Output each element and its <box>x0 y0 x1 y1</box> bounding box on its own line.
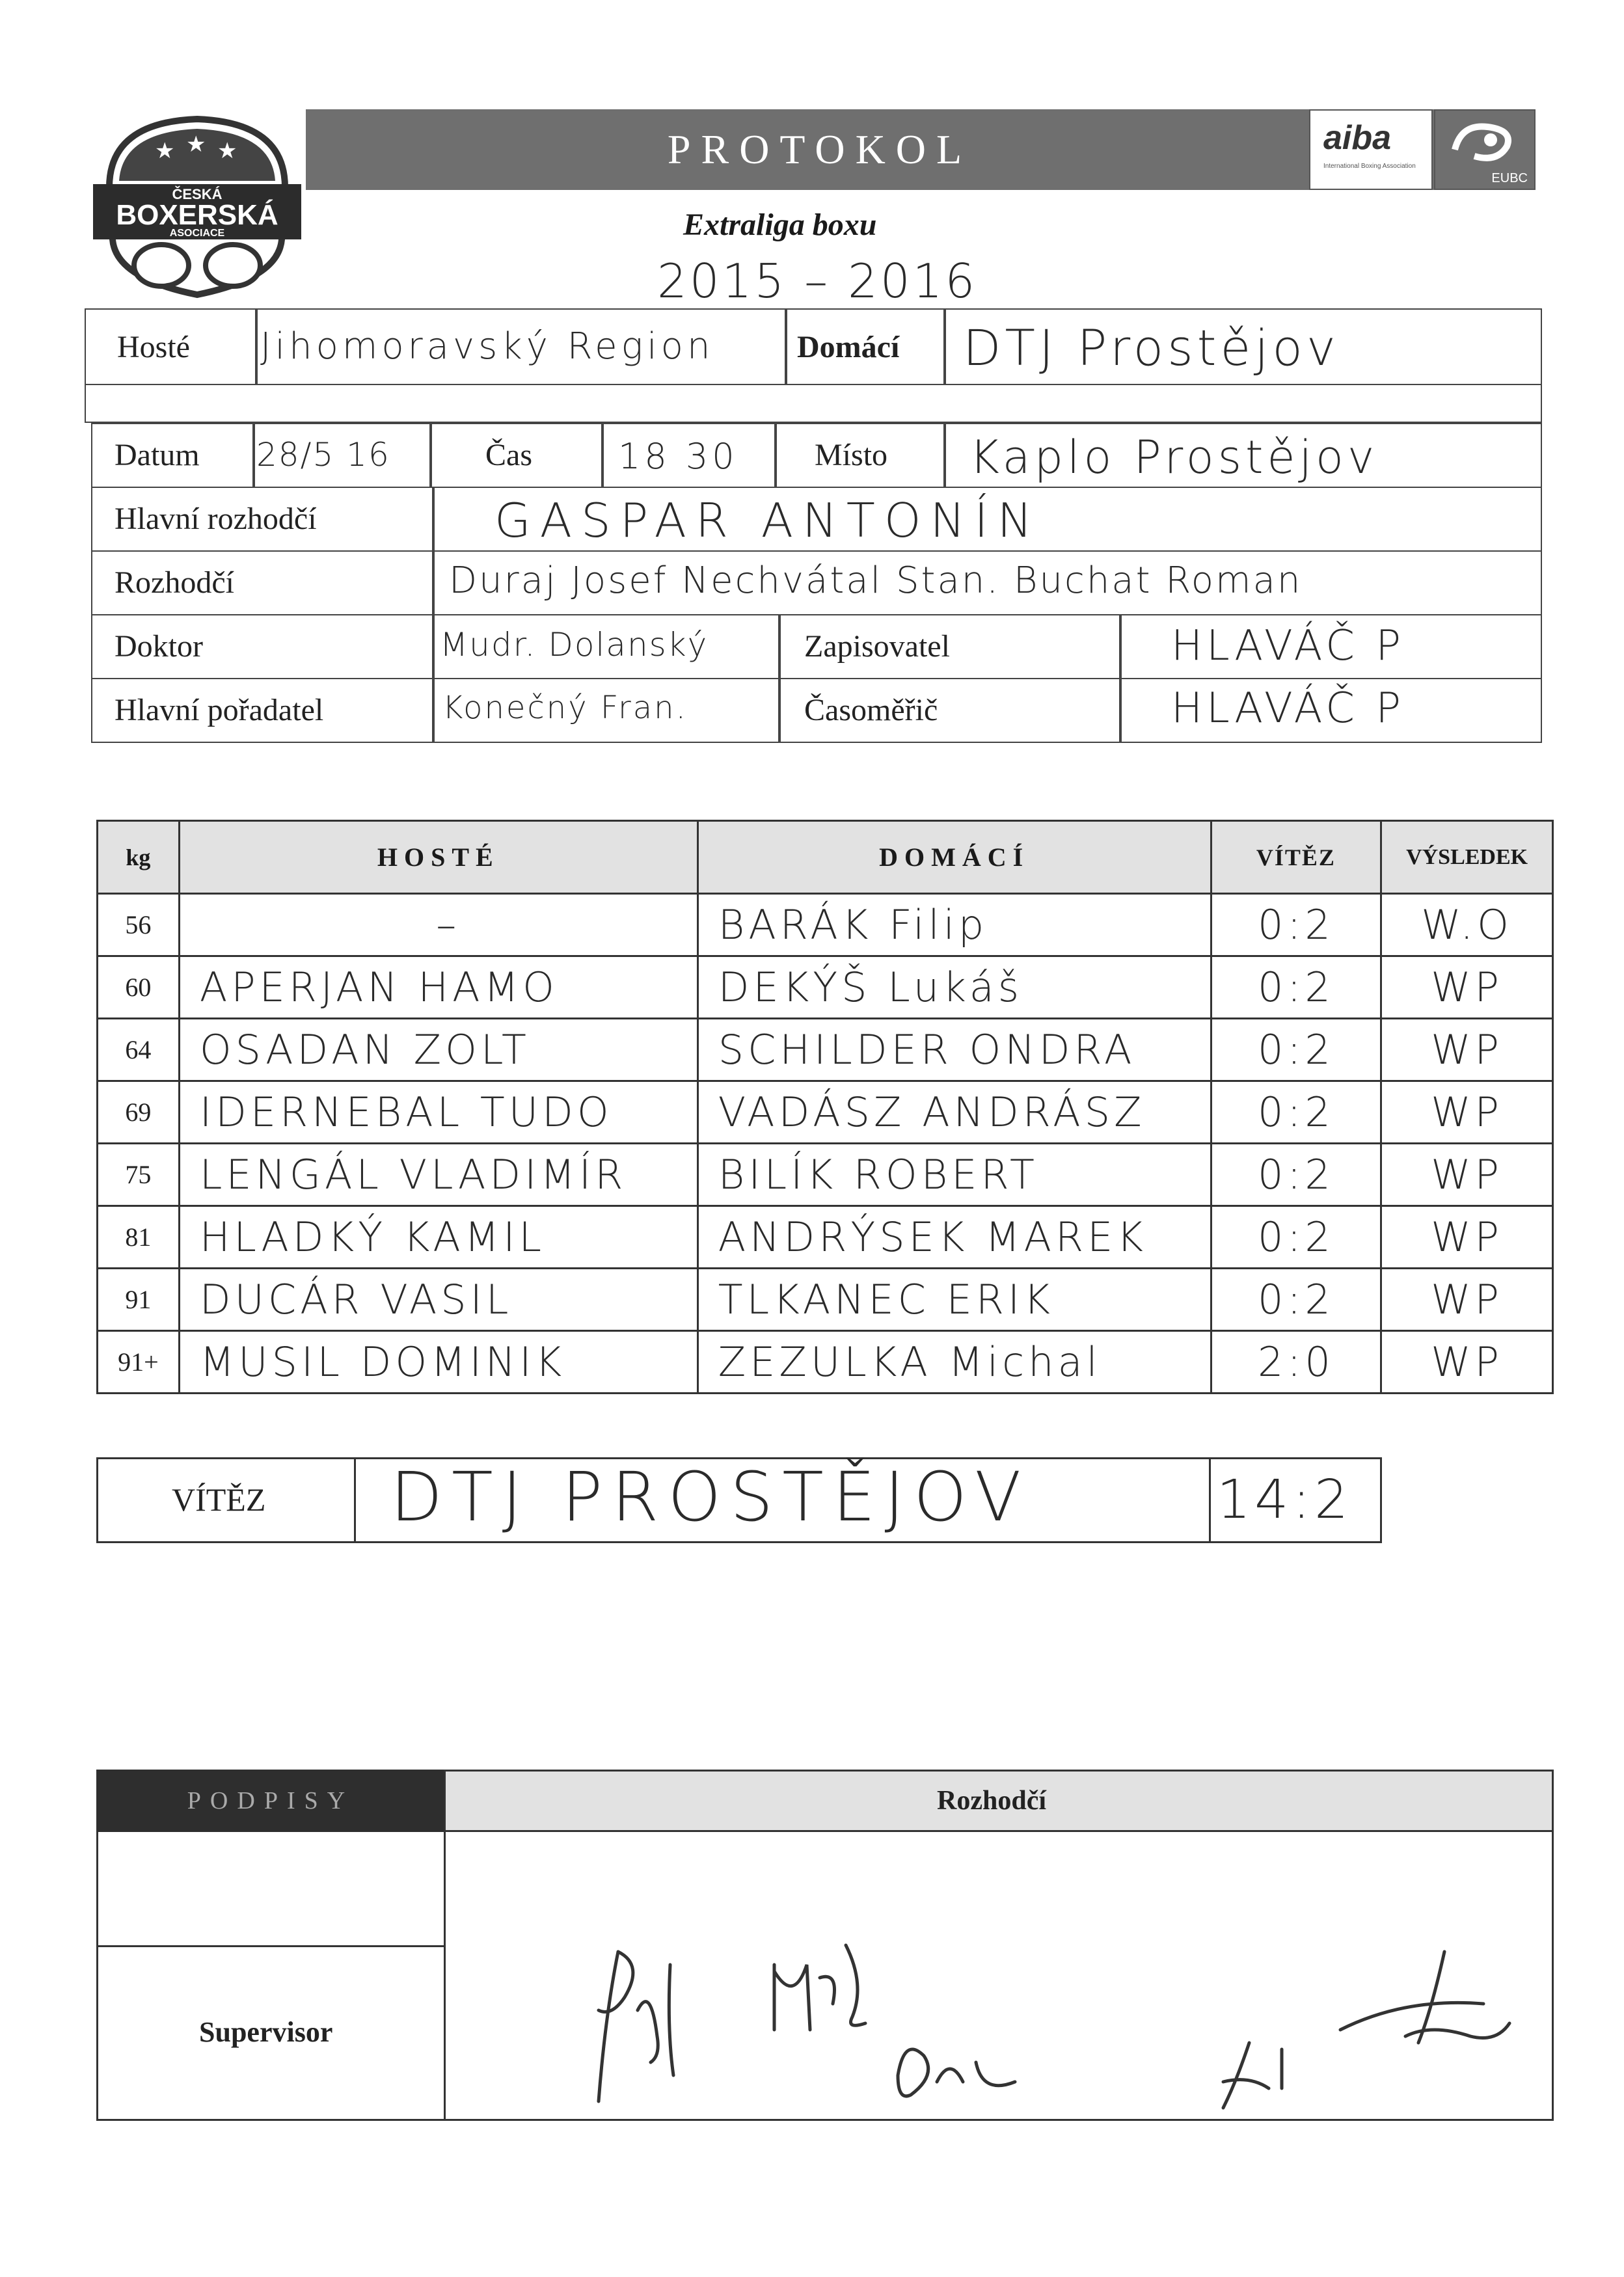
logo-boxerska <box>83 109 311 304</box>
logo-text-line1: ČESKÁ <box>172 186 223 202</box>
referee-signatures-icon <box>560 1926 1549 2121</box>
bout-domaci: ZEZULKA Michal <box>697 1331 1211 1394</box>
datum-value: 28/5 16 <box>256 436 390 474</box>
bout-domaci: BILÍK ROBERT <box>697 1144 1211 1206</box>
logo-text-line3: ASOCIACE <box>169 228 225 239</box>
bout-hoste: DUCÁR VASIL <box>179 1269 697 1331</box>
table-row <box>98 1144 1553 1206</box>
bout-kg: 64 <box>98 1019 180 1081</box>
bout-hoste: MUSIL DOMINIK <box>179 1331 697 1394</box>
bout-domaci: DEKÝŠ Lukáš <box>697 956 1211 1019</box>
divider <box>252 423 255 488</box>
bout-domaci: ANDRÝSEK MAREK <box>697 1206 1211 1269</box>
bout-hoste: LENGÁL VLADIMÍR <box>179 1144 697 1206</box>
logo-text-line2: BOXERSKÁ <box>116 199 278 231</box>
bout-kg: 60 <box>98 956 180 1019</box>
eubc-text: EUBC <box>1491 171 1528 185</box>
casomeric-label: Časoměřič <box>804 693 938 727</box>
bout-domaci: VADÁSZ ANDRÁSZ <box>697 1081 1211 1144</box>
hoste-label: Hosté <box>117 330 190 364</box>
bout-kg: 56 <box>98 894 180 956</box>
header-vitez: VÍTĚZ <box>1211 821 1381 894</box>
winner-team: DTJ PROSTĚJOV <box>390 1457 1031 1537</box>
misto-label: Místo <box>815 438 888 472</box>
divider <box>354 1457 356 1543</box>
hlavni-rozhodci-value: GASPAR ANTONÍN <box>494 493 1042 548</box>
svg-text:★: ★ <box>217 138 237 164</box>
season: 2015 – 2016 <box>657 254 978 308</box>
cas-label: Čas <box>485 438 532 472</box>
zapisovatel-label: Zapisovatel <box>804 629 950 664</box>
misto-value: Kaplo Prostějov <box>969 431 1379 484</box>
bout-hoste: OSADAN ZOLT <box>179 1019 697 1081</box>
hoste-value: Jihomoravský Region <box>260 325 714 368</box>
bout-vitez: 0:2 <box>1211 1019 1381 1081</box>
bout-hoste: IDERNEBAL TUDO <box>179 1081 697 1144</box>
divider <box>432 550 435 615</box>
svg-text:★: ★ <box>155 138 175 164</box>
aiba-text: aiba <box>1323 119 1392 157</box>
table-row <box>98 1269 1553 1331</box>
bout-domaci: TLKANEC ERIK <box>697 1269 1211 1331</box>
eubc-emblem-icon <box>1435 111 1534 170</box>
logo-eubc <box>1434 109 1536 190</box>
divider <box>601 423 604 488</box>
bout-kg: 75 <box>98 1144 180 1206</box>
zapisovatel-value: HLAVÁČ P <box>1171 622 1405 670</box>
bout-vysledek: WP <box>1381 1269 1553 1331</box>
bout-hoste: HLADKÝ KAMIL <box>179 1206 697 1269</box>
bout-vysledek: WP <box>1381 1081 1553 1144</box>
divider <box>444 1831 446 2121</box>
bout-vitez: 0:2 <box>1211 956 1381 1019</box>
table-row <box>98 1206 1553 1269</box>
datum-label: Datum <box>115 438 200 472</box>
winner-score: 14:2 <box>1217 1469 1353 1531</box>
domaci-value: DTJ Prostějov <box>963 319 1340 377</box>
bouts-table <box>96 820 1554 1394</box>
divider <box>785 308 787 385</box>
header-hoste: HOSTÉ <box>179 821 697 894</box>
bout-vysledek: WP <box>1381 1331 1553 1394</box>
table-row <box>98 1081 1553 1144</box>
aiba-subtext: International Boxing Association <box>1323 163 1416 170</box>
rozhodci-label: Rozhodčí <box>115 565 234 600</box>
bout-vitez: 0:2 <box>1211 1081 1381 1144</box>
rozhodci-value: Duraj Josef Nechvátal Stan. Buchat Roman <box>449 559 1303 602</box>
bout-kg: 69 <box>98 1081 180 1144</box>
bout-vysledek: WP <box>1381 956 1553 1019</box>
header-kg: kg <box>98 821 180 894</box>
bout-vysledek: WP <box>1381 1144 1553 1206</box>
domaci-label: Domácí <box>797 330 900 364</box>
table-row <box>98 894 1553 956</box>
bout-vysledek: WP <box>1381 1019 1553 1081</box>
info-row-spacer <box>85 384 1542 423</box>
hlavni-rozhodci-label: Hlavní rozhodčí <box>115 502 317 536</box>
divider <box>255 308 258 385</box>
bout-kg: 81 <box>98 1206 180 1269</box>
header-vysledek: VÝSLEDEK <box>1381 821 1553 894</box>
logo-aiba <box>1309 109 1433 190</box>
doktor-label: Doktor <box>115 629 203 664</box>
bout-kg: 91 <box>98 1269 180 1331</box>
bout-vysledek: W.O <box>1381 894 1553 956</box>
page-title: PROTOKOL <box>667 126 973 172</box>
divider <box>1209 1457 1211 1543</box>
bout-domaci: SCHILDER ONDRA <box>697 1019 1211 1081</box>
bout-vitez: 2:0 <box>1211 1331 1381 1394</box>
divider <box>432 487 435 552</box>
table-row <box>98 1019 1553 1081</box>
podpisy-label: PODPISY <box>96 1770 445 1832</box>
doktor-value: Mudr. Dolanský <box>440 626 709 664</box>
header-domaci: DOMÁCÍ <box>697 821 1211 894</box>
svg-text:★: ★ <box>186 131 206 157</box>
casomeric-value: HLAVÁČ P <box>1171 684 1405 733</box>
table-row <box>98 1331 1553 1394</box>
bout-vitez: 0:2 <box>1211 1269 1381 1331</box>
bout-vysledek: WP <box>1381 1206 1553 1269</box>
cas-value: 18 30 <box>618 436 738 477</box>
poradatel-value: Konečný Fran. <box>442 690 688 726</box>
bout-vitez: 0:2 <box>1211 894 1381 956</box>
bout-vitez: 0:2 <box>1211 1206 1381 1269</box>
bout-vitez: 0:2 <box>1211 1144 1381 1206</box>
supervisor-label: Supervisor <box>199 2016 333 2048</box>
table-row <box>98 956 1553 1019</box>
rozhodci-sign-label: Rozhodčí <box>937 1786 1046 1816</box>
bout-domaci: BARÁK Filip <box>697 894 1211 956</box>
divider <box>429 423 432 488</box>
divider <box>96 1945 445 1947</box>
bout-hoste: – <box>179 894 697 956</box>
divider <box>943 423 946 488</box>
divider <box>943 308 946 385</box>
winner-label: VÍTĚZ <box>172 1481 266 1518</box>
bout-hoste: APERJAN HAMO <box>179 956 697 1019</box>
divider <box>774 423 777 488</box>
poradatel-label: Hlavní pořadatel <box>115 693 324 727</box>
bout-kg: 91+ <box>98 1331 180 1394</box>
subtitle: Extraliga boxu <box>683 208 877 242</box>
bouts-header-row <box>98 821 1553 894</box>
